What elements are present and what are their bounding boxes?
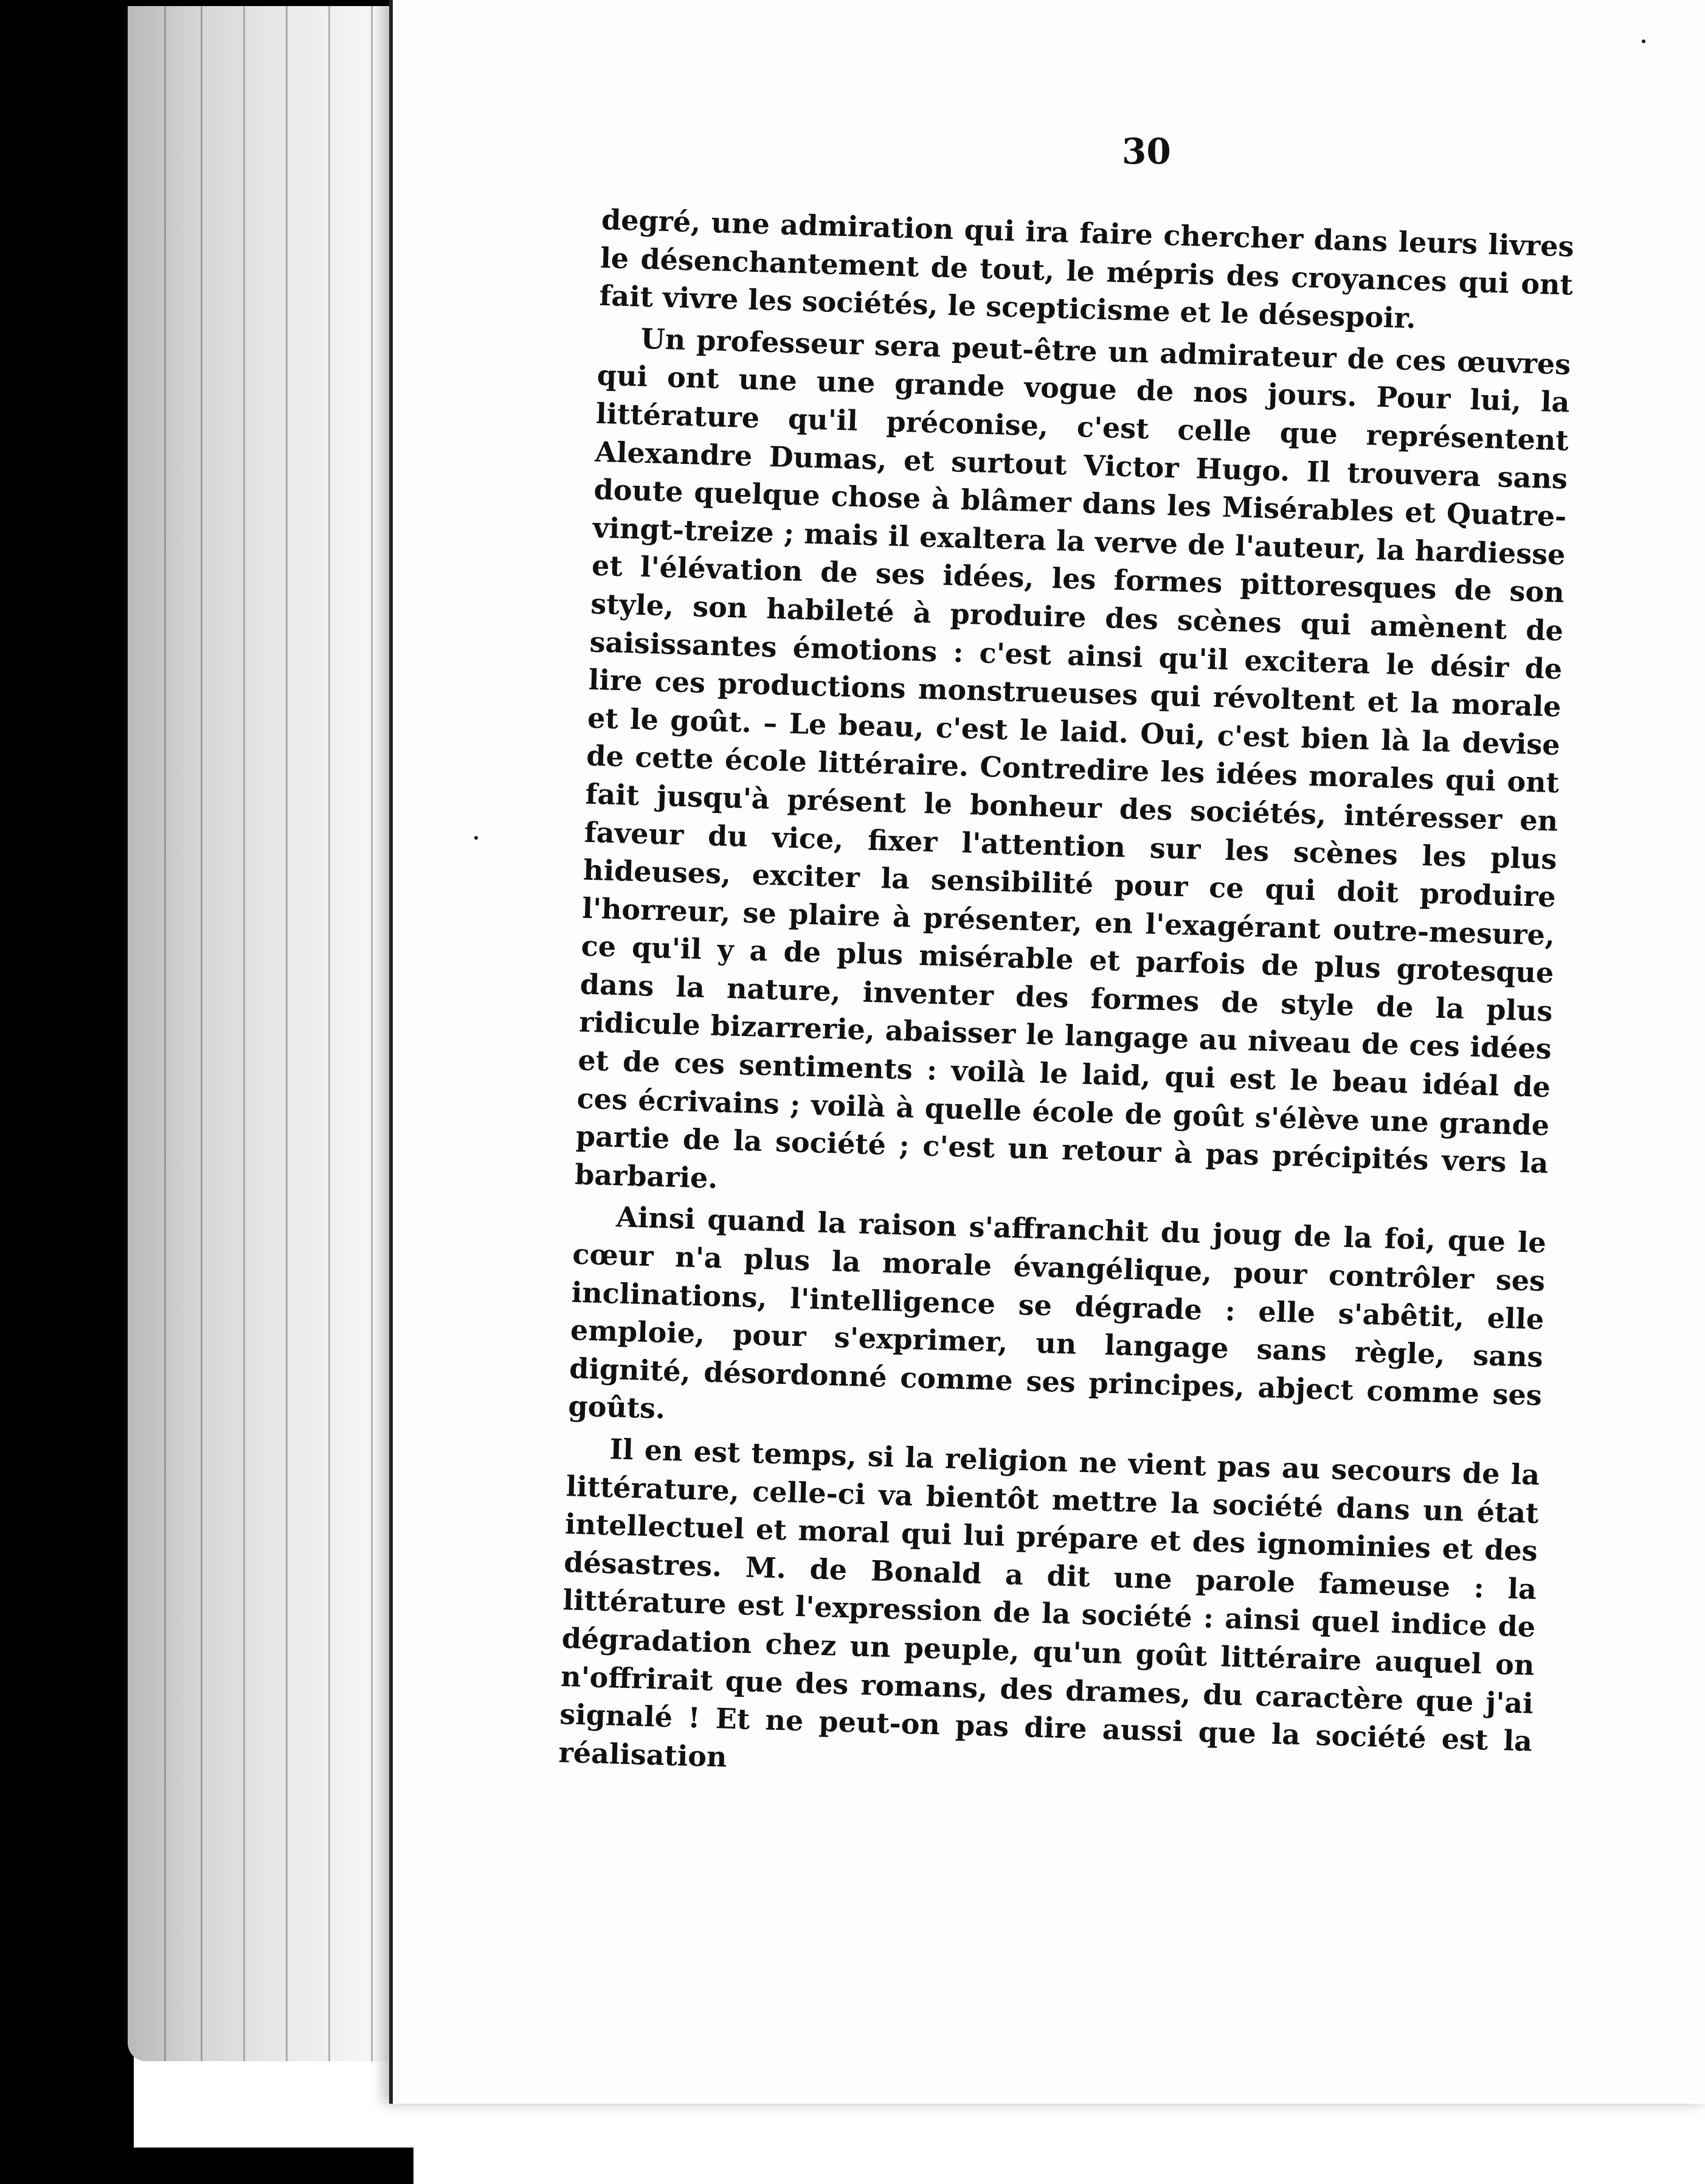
scan-speck: [474, 836, 478, 840]
scan-border-left: [0, 0, 134, 2184]
paragraph: Un professeur sera peut-être un admirateur de ces œuvres qui ont une une grande vogue de nos jours. Pour lui, la littérature qu'il préconise, c'est celle que représentent Alexandre Dumas, et surtout Victor Hugo. Il trouvera sans doute quelque chose à blâmer dans les Misérables et Quatre-vingt-treize ; mais il exaltera la verve de l'auteur, la hardiesse et l'élévation de ses idées, les formes pittoresques de son style, son habileté à produire des scènes qui amènent de saisissantes émotions : c'est ainsi qu'il excitera le désir de lire ces productions monstrueuses qui révoltent et la morale et le goût. – Le beau, c'est le laid. Oui, c'est bien là la devise de cette école littéraire. Contredire les idées morales qui ont fait jusqu'à présent le bonheur des sociétés, intéresser en faveur du vice, fixer l'attention sur les scènes les plus hideuses, exciter la sensibilité pour ce qui doit produire l'horreur, se plaire à présenter, en l'exagérant outre-mesure, ce qu'il y a de plus misérable et parfois de plus grotesque dans la nature, inventer des formes de style de la plus ridicule bizarrerie, abaisser le langage au niveau de ces idées et de ces sentiments : voilà le laid, qui est le beau idéal de ces écrivains ; voilà à quelle école de goût s'élève une grande partie de la société ; c'est un retour à pas précipités vers la barbarie.: [574, 322, 1571, 1195]
page-edge-line: [164, 6, 166, 2061]
page-number: 30: [1122, 131, 1171, 172]
page-edge-line: [243, 6, 245, 2061]
page-stack-edges: [128, 6, 420, 2061]
body-text: [558, 201, 1575, 1799]
page-edge-line: [328, 6, 330, 2061]
page-edge-line: [371, 6, 373, 2061]
scan-speck: [1642, 40, 1645, 43]
paragraph: degré, une admiration qui ira faire chercher dans leurs livres le désenchantement de tout, le mépris des croyances qui ont fait vivre les sociétés, le scepticisme et le désespoir.: [598, 202, 1575, 335]
page-edge-line: [201, 6, 202, 2061]
scan-border-bottom: [0, 2148, 413, 2184]
paragraph: Il en est temps, si la religion ne vient pas au secours de la littérature, celle-ci va bientôt mettre la société dans un état intellectuel et moral qui lui prépare et des ignominies et des désastres. M. de Bonald a dit une parole fameuse : la littérature est l'expression de la société : ainsi quel indice de dégradation chez un peuple, qu'un goût littéraire auquel on n'offrirait que des romans, des drames, du caractère que j'ai signalé ! Et ne peut-on pas dire aussi que la société est la réalisation: [558, 1432, 1540, 1774]
paragraph: Ainsi quand la raison s'affranchit du joug de la foi, que le cœur n'a plus la morale évangélique, pour contrôler ses inclinations, l'intelligence se dégrade : elle s'abêtit, elle emploie, pour s'exprimer, un langage sans règle, sans dignité, désordonné comme ses principes, abject comme ses goûts.: [567, 1200, 1547, 1426]
page-edge-line: [286, 6, 288, 2061]
